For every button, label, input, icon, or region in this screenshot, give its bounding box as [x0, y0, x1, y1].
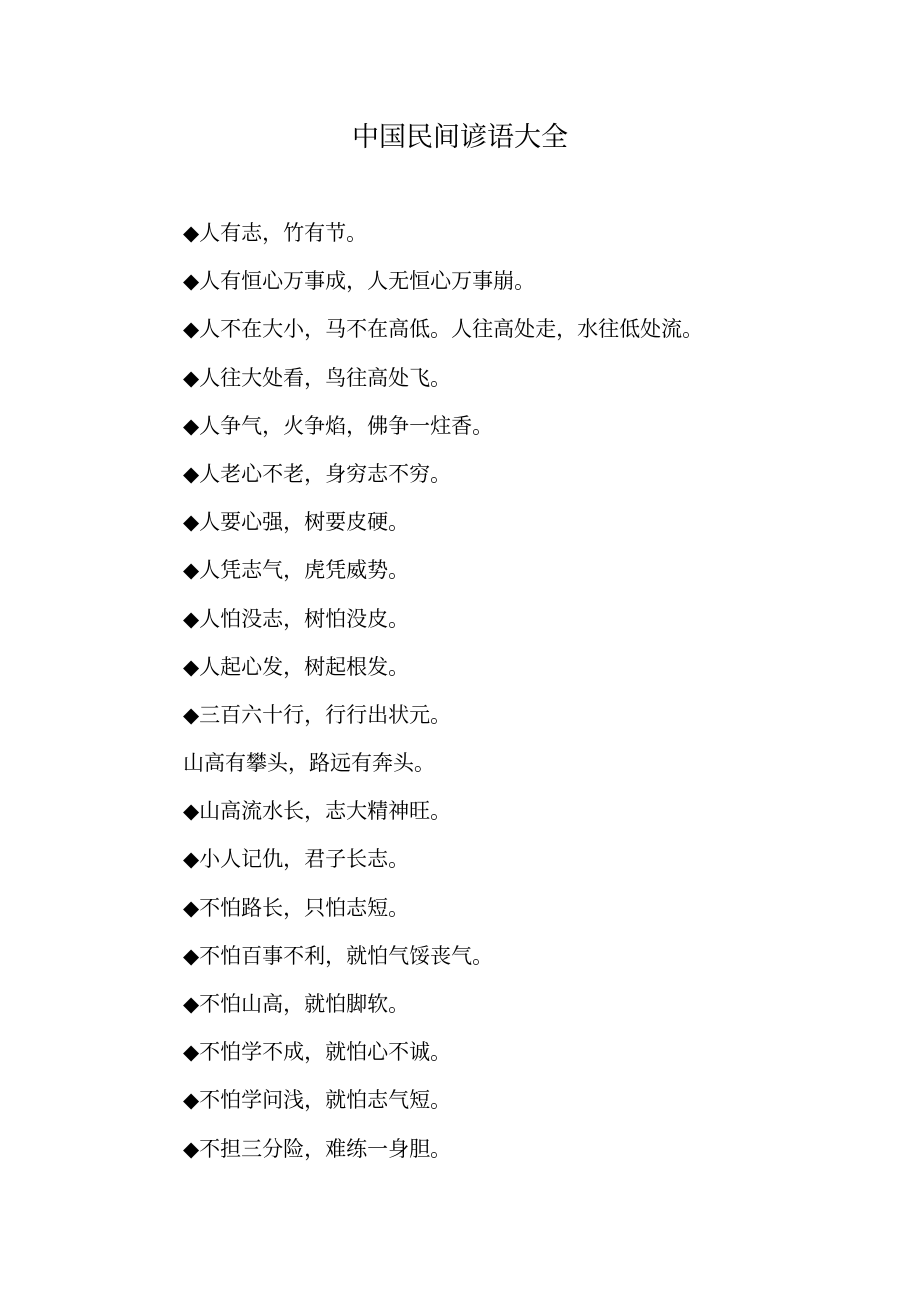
- list-item: ◆人有志，竹有节。: [183, 221, 368, 245]
- list-item: ◆不担三分险，难练一身胆。: [183, 1136, 452, 1161]
- list-item: ◆人不在大小，马不在高低。人往高处走，水往低处流。: [183, 317, 704, 342]
- list-item: ◆人有恒心万事成，人无恒心万事崩。: [183, 269, 536, 294]
- list-item: ◆人起心发，树起根发。: [183, 654, 410, 679]
- list-item: ◆山高流水长，志大精神旺。: [183, 799, 452, 824]
- list-item: ◆人往大处看，鸟往高处飞。: [183, 365, 452, 390]
- list-item: ◆人争气，火争焰，佛争一炷香。: [183, 413, 494, 438]
- proverb-list: [183, 214, 863, 1178]
- list-item: 山高有攀头，路远有奔头。: [183, 751, 435, 776]
- list-item: ◆不怕学不成，就怕心不诚。: [183, 1040, 452, 1065]
- list-item: ◆人老心不老，身穷志不穷。: [183, 461, 452, 486]
- list-item: ◆不怕山高，就怕脚软。: [183, 992, 410, 1016]
- list-item: ◆小人记仇，君子长志。: [183, 847, 410, 872]
- list-item: ◆不怕学问浅，就怕志气短。: [183, 1088, 452, 1113]
- list-item: ◆人凭志气，虎凭威势。: [183, 558, 410, 583]
- page-title: 中国民间谚语大全: [352, 122, 568, 153]
- list-item: ◆不怕百事不利，就怕气馁丧气。: [183, 943, 494, 968]
- list-item: ◆三百六十行，行行出状元。: [183, 702, 452, 727]
- list-item: ◆人要心强，树要皮硬。: [183, 510, 410, 535]
- list-item: ◆人怕没志，树怕没皮。: [183, 606, 410, 631]
- list-item: ◆不怕路长，只怕志短。: [183, 895, 410, 920]
